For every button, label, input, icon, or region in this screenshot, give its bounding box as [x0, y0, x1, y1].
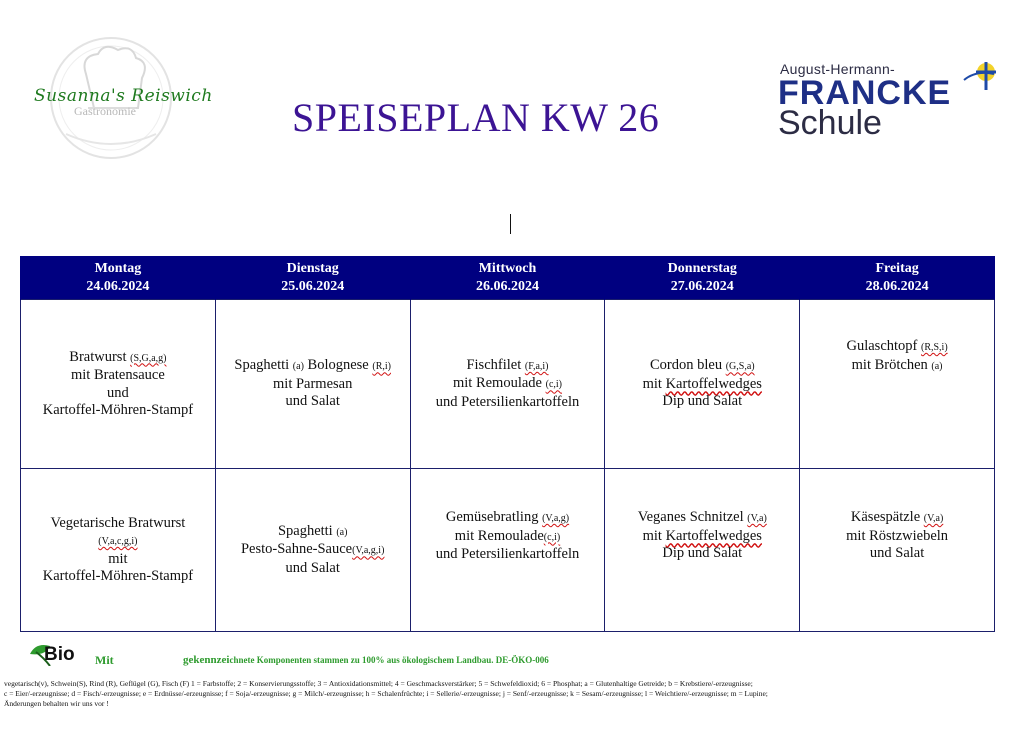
dish-line: mit Röstzwiebeln — [846, 527, 949, 544]
caterer-logo — [26, 34, 213, 162]
dish-line — [609, 376, 795, 394]
dish-line — [804, 357, 990, 376]
allergen-codes: (V,a) — [923, 513, 944, 524]
school-logo-line3: Schule — [778, 104, 882, 142]
allergen-codes: (a) — [931, 360, 943, 372]
dish-line — [415, 528, 601, 547]
allergen-codes: (a) — [336, 526, 348, 538]
school-logo-line2: FRANCKE — [778, 74, 952, 112]
page-title: SPEISEPLAN KW 26 — [292, 95, 660, 140]
menu-cell-wednesday-1 — [410, 300, 605, 469]
dish-line — [25, 532, 211, 551]
legend-line: c = Eier/-erzeugnisse; d = Fisch/-erzeugnisse; e = Erdnüsse/-erzeugnisse; f = Soja/-erzeugnisse; g = Milch/-erzeugnisse; h = Schalenfrüchte; i = Sellerie/-erzeugnisse; j = Senf/-erzeugnisse; k = Sesam/-erzeugnisse; l = Weichtiere/-erzeugnisse; m = Lupine; — [4, 688, 768, 698]
allergen-codes: (F,a,i) — [524, 360, 549, 372]
allergen-codes: (V,a,g,i) — [352, 545, 385, 557]
day-name: Freitag — [875, 260, 919, 276]
dish-name: mit — [642, 375, 666, 392]
dish-line — [804, 509, 990, 528]
dish-line: mit Bratensauce — [70, 367, 165, 383]
dish-name: mit Brötchen — [851, 356, 932, 373]
caterer-name: Susanna's Reiswich — [34, 86, 213, 106]
dish-name: Bolognese — [303, 357, 373, 374]
dish-line — [415, 509, 601, 528]
menu-cell-tuesday-2 — [215, 469, 410, 632]
bio-label: Bio — [44, 644, 75, 665]
dish-name: Bratwurst — [69, 348, 131, 365]
dish-line: mit Parmesan — [273, 375, 353, 392]
sun-cross-icon — [962, 60, 1002, 94]
dish-line: und Salat — [285, 393, 340, 410]
allergen-codes: (V,a,c,g,i) — [98, 536, 138, 547]
caterer-subtitle: Gastronomie — [74, 104, 136, 118]
day-date: 28.06.2024 — [865, 278, 929, 294]
menu-cell-wednesday-2 — [410, 469, 605, 632]
dish-name: Pesto-Sahne-Sauce — [240, 541, 353, 558]
dish-line — [804, 338, 990, 357]
allergen-codes: (R,i) — [372, 361, 391, 373]
dish-name: mit — [642, 527, 666, 544]
menu-cell-friday-1 — [800, 300, 995, 469]
menu2-row — [21, 469, 995, 632]
dish-line — [609, 528, 795, 546]
menu-table — [20, 256, 995, 632]
dish-line: mit — [108, 550, 128, 567]
menu-cell-friday-2 — [800, 469, 995, 632]
dish-name: Spaghetti — [277, 522, 337, 539]
bio-mit-label: Mit — [95, 653, 114, 667]
day-header-wednesday — [410, 256, 605, 300]
dish-name: Cordon bleu — [649, 357, 726, 374]
day-date: 24.06.2024 — [86, 278, 150, 294]
day-header-tuesday — [215, 256, 410, 300]
bio-logo-icon — [28, 640, 80, 666]
day-header-thursday — [605, 256, 800, 300]
allergen-codes: (V,a,g) — [542, 513, 570, 524]
day-date: 26.06.2024 — [475, 278, 539, 294]
day-name: Dienstag — [286, 260, 339, 276]
dish-line: Kartoffel-Möhren-Stampf — [42, 402, 194, 418]
bio-statement-rest: chnete Komponenten stammen zu 100% aus ökologischem Landbau. DE-ÖKO-006 — [229, 655, 549, 665]
day-date: 27.06.2024 — [670, 278, 734, 294]
allergen-codes: (c,i) — [543, 531, 561, 543]
dish-line — [415, 375, 601, 394]
allergen-codes: (G,S,a) — [725, 361, 755, 373]
dish-line: und — [107, 384, 129, 401]
day-header-monday — [21, 256, 216, 300]
dish-line — [220, 541, 406, 560]
school-logo-line1: August-Hermann- — [780, 61, 895, 77]
allergen-codes: (c,i) — [545, 379, 562, 391]
dish-line: und Petersilienkartoffeln — [435, 546, 580, 562]
dish-line — [25, 349, 211, 368]
dish-line: Dip und Salat — [662, 545, 743, 561]
bio-statement-prefix: gekennzei — [183, 654, 230, 666]
dish-line: und Petersilienkartoffeln — [435, 393, 580, 410]
day-name: Donnerstag — [667, 260, 737, 276]
allergen-codes: (V,a) — [747, 513, 767, 524]
day-header-row — [21, 256, 995, 300]
allergen-codes: (S,G,a,g) — [130, 352, 167, 364]
menu-cell-monday-2 — [21, 469, 216, 632]
day-header-friday — [800, 256, 995, 300]
dish-line: und Salat — [285, 559, 340, 576]
allergen-codes: (a) — [292, 361, 304, 373]
dish-name: Gemüsebratling — [445, 509, 543, 525]
dish-name: Spaghetti — [234, 357, 293, 374]
dish-line: und Salat — [869, 545, 925, 561]
dish-name: mit Remoulade — [452, 375, 546, 392]
menu-cell-thursday-1 — [605, 300, 800, 469]
bio-statement — [183, 654, 549, 666]
dish-name: mit Remoulade — [454, 527, 544, 544]
allergen-codes: (R,S,i) — [921, 342, 948, 353]
dish-line — [609, 357, 795, 376]
school-logo — [778, 60, 1008, 142]
text-cursor — [510, 214, 511, 234]
dish-name: Gulaschtopf — [846, 338, 921, 354]
menu1-row — [21, 300, 995, 469]
dish-name: Fischfilet — [466, 356, 525, 373]
dish-name: Käsespätzle — [850, 509, 924, 525]
legend-line: vegetarisch(v), Schwein(S), Rind (R), Geflügel (G), Fisch (F) 1 = Farbstoffe; 2 = Konservierungsstoffe; 3 = Antioxidationsmittel; 4 = Geschmacksverstärker; 5 = Schwefeldioxid; 6 = Phosphat; a = Glutenhaltige Getreide; b = Krebstiere/-erzeugnisse; — [4, 679, 753, 688]
dish-line — [220, 523, 406, 542]
menu-cell-monday-1 — [21, 300, 216, 469]
dish-name: Kartoffelwedges — [665, 375, 762, 392]
dish-line — [415, 357, 601, 376]
dish-line: Dip und Salat — [662, 393, 743, 410]
legend-line: Änderungen behalten wir uns vor ! — [4, 698, 109, 708]
dish-line: Kartoffel-Möhren-Stampf — [42, 568, 194, 584]
day-name: Mittwoch — [478, 260, 537, 276]
day-name: Montag — [94, 260, 142, 276]
day-date: 25.06.2024 — [281, 278, 345, 294]
allergen-legend — [4, 679, 1024, 708]
dish-name: Veganes Schnitzel — [637, 509, 748, 525]
dish-line — [609, 509, 795, 528]
dish-line — [220, 357, 406, 376]
dish-line: Vegetarische Bratwurst — [50, 514, 186, 531]
menu-cell-tuesday-1 — [215, 300, 410, 469]
dish-name: Kartoffelwedges — [665, 527, 762, 544]
menu-cell-thursday-2 — [605, 469, 800, 632]
